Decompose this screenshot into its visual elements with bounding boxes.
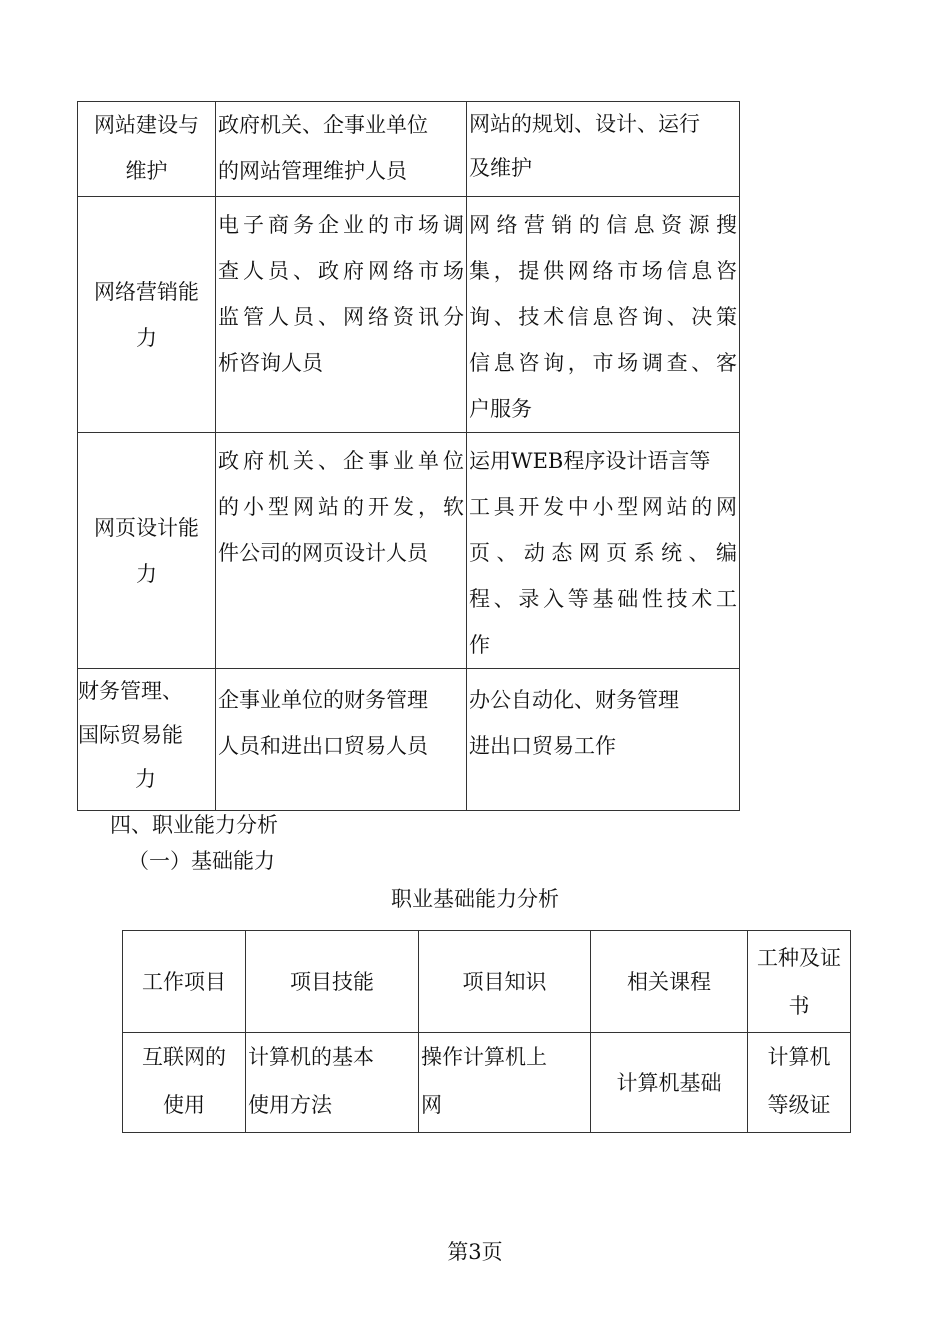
- cell-item: [123, 1033, 246, 1133]
- cell-text: 计算机: [767, 1045, 831, 1069]
- table-cell-area: [78, 433, 216, 669]
- table-cell-targets: [216, 197, 467, 433]
- table-cell-work: [467, 197, 740, 433]
- header-course: 相关课程: [591, 931, 748, 1033]
- cell-text: 查人员、政府网络市场: [218, 259, 464, 283]
- cell-text: 网络营销的信息资源搜: [469, 213, 737, 237]
- cell-text: 力: [135, 767, 156, 791]
- cell-text: 操作计算机上: [421, 1045, 547, 1069]
- cell-text: 的网站管理维护人员: [218, 159, 407, 183]
- cell-text: 工具开发中小型网站的网: [469, 495, 737, 519]
- cell-text: 书: [788, 993, 810, 1018]
- cell-text: 件公司的网页设计人员: [218, 541, 428, 565]
- table-cell-area: [78, 197, 216, 433]
- cell-knowledge: [419, 1033, 591, 1133]
- cell-text: 程、录入等基础性技术工: [469, 587, 737, 611]
- table-cell-area: [78, 102, 216, 197]
- cell-text: 使用: [163, 1093, 205, 1117]
- cell-text: 询、技术信息咨询、决策: [469, 305, 737, 329]
- cell-text: 力: [136, 561, 157, 586]
- cell-text: 网: [421, 1093, 442, 1117]
- cell-text: 集，提供网络市场信息咨: [469, 259, 737, 283]
- cell-course: 计算机基础: [591, 1033, 748, 1133]
- cell-text: 进出口贸易工作: [469, 734, 616, 758]
- table-row: [78, 669, 740, 811]
- cell-text: 政府机关、企事业单位: [218, 113, 428, 137]
- cell-text: 页、动态网页系统、编: [469, 541, 737, 565]
- cell-text: 力: [136, 325, 157, 350]
- cell-text: 办公自动化、财务管理: [469, 688, 679, 712]
- header-cert: [748, 931, 851, 1033]
- subsection-heading: （一）基础能力: [128, 849, 275, 873]
- cell-text: 及维护: [469, 156, 532, 180]
- cell-text: 作: [469, 633, 490, 657]
- table-row: [78, 433, 740, 669]
- cell-text: 网站的规划、设计、运行: [469, 112, 700, 136]
- header-skill: 项目技能: [246, 931, 419, 1033]
- cell-text: 工种及证: [757, 945, 841, 970]
- table-row: [78, 197, 740, 433]
- cell-text: 户服务: [469, 397, 532, 421]
- cell-text: 监管人员、网络资讯分: [218, 305, 464, 329]
- table-cell-targets: [216, 102, 467, 197]
- table-cell-area: [78, 669, 216, 811]
- cell-text: 使用方法: [248, 1093, 332, 1117]
- cell-text: 网络营销能: [94, 279, 199, 304]
- table-cell-targets: [216, 669, 467, 811]
- cell-text: 的小型网站的开发，软: [218, 495, 464, 519]
- cell-text: 计算机的基本: [248, 1045, 374, 1069]
- header-knowledge: 项目知识: [419, 931, 591, 1033]
- cell-cert: [748, 1033, 851, 1133]
- table-cell-targets: [216, 433, 467, 669]
- table-caption: 职业基础能力分析: [391, 887, 559, 911]
- table-cell-work: [467, 102, 740, 197]
- cell-text: 企事业单位的财务管理: [218, 688, 428, 712]
- cell-text: 网页设计能: [94, 515, 199, 540]
- basic-ability-table: [122, 930, 851, 1133]
- section-heading: 四、职业能力分析: [110, 813, 278, 837]
- cell-text: 电子商务企业的市场调: [218, 213, 464, 237]
- table-cell-work: [467, 433, 740, 669]
- cell-skill: [246, 1033, 419, 1133]
- cell-text: 财务管理、: [78, 679, 183, 703]
- table-row: [78, 102, 740, 197]
- job-position-table: [77, 101, 740, 811]
- cell-text: 等级证: [767, 1093, 831, 1117]
- cell-text: 国际贸易能: [78, 723, 183, 747]
- cell-text: 运用WEB程序设计语言等: [469, 449, 711, 473]
- cell-text: 互联网的: [142, 1045, 226, 1069]
- header-item: 工作项目: [123, 931, 246, 1033]
- cell-text: 析咨询人员: [218, 351, 323, 375]
- page-number: 第3页: [447, 1240, 503, 1264]
- cell-text: 人员和进出口贸易人员: [218, 734, 428, 758]
- cell-text: 维护: [125, 159, 168, 183]
- cell-text: 政府机关、企事业单位: [218, 449, 464, 473]
- table-cell-work: [467, 669, 740, 811]
- cell-text: 信息咨询，市场调查、客: [469, 351, 737, 375]
- cell-text: 网站建设与: [94, 113, 199, 137]
- table-header-row: [123, 931, 851, 1033]
- table-row: [123, 1033, 851, 1133]
